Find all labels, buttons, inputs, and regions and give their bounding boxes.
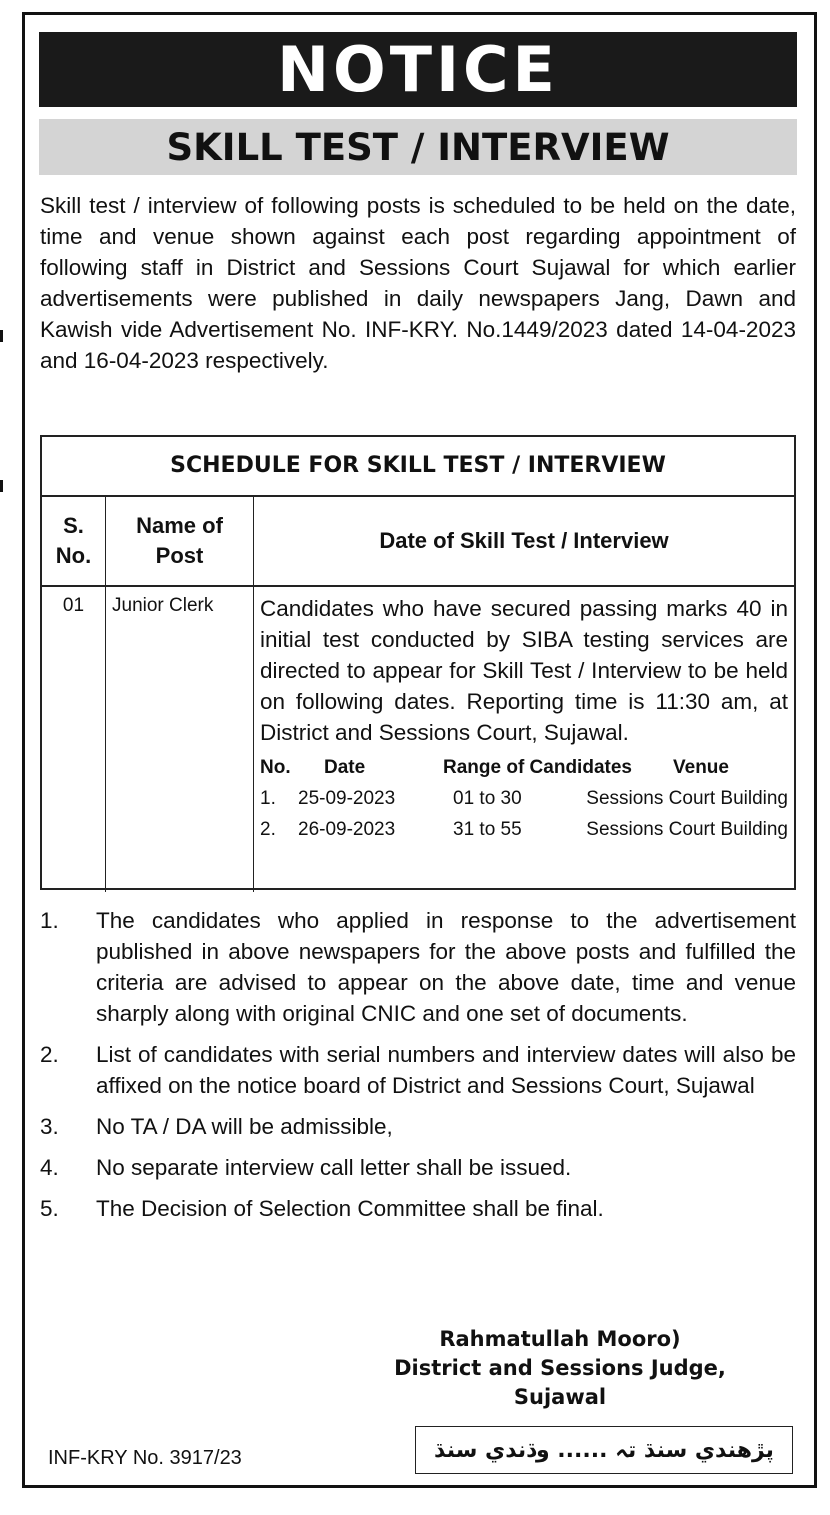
reference-number: INF-KRY No. 3917/23 [48, 1447, 242, 1469]
notice-title: NOTICE [39, 32, 797, 107]
notes-list [40, 905, 796, 1234]
list-item [40, 1193, 796, 1224]
list-item [40, 1152, 796, 1183]
signature-block [360, 1325, 760, 1412]
signatory-name: Rahmatullah Mooro) [439, 1327, 681, 1351]
list-item [40, 1111, 796, 1142]
sub-schedule [260, 752, 788, 845]
header-date [254, 497, 794, 585]
note-text: The Decision of Selection Committee shall be final. [96, 1196, 604, 1221]
sub-schedule-row [260, 814, 788, 845]
sub-header-date: Date [324, 757, 366, 778]
note-number: 4. [40, 1155, 59, 1180]
intro-paragraph: Skill test / interview of following posts is scheduled to be held on the date, time and venue shown against each post regarding appointment of following staff in District and Sessions Court Sujawal for which earlier advertisements were published in daily newspapers Jang, Dawn and Kawish vide Advertisement No. INF-KRY. No.1449/2023 dated 14-04-2023 and 16-04-2023 respectively. [40, 193, 796, 373]
sub-header-no: No. [260, 757, 291, 778]
header-sno [42, 497, 106, 585]
sub-schedule-header [260, 752, 788, 783]
note-number: 5. [40, 1196, 59, 1221]
slogan-text: پڙهندي سنڌ تہ ...... وڌندي سنڌ [434, 1437, 774, 1463]
schedule-table [40, 435, 796, 890]
table-row [42, 587, 794, 892]
row-post: Junior Clerk [106, 587, 254, 892]
sub-row-range: 01 to 30 [453, 788, 522, 809]
signatory-place: Sujawal [513, 1385, 607, 1409]
note-number: 2. [40, 1042, 59, 1067]
row-details [254, 587, 794, 892]
sub-row-range: 31 to 55 [453, 819, 522, 840]
sub-row-date: 26-09-2023 [298, 819, 396, 840]
schedule-header-row [42, 497, 794, 587]
list-item [40, 1039, 796, 1101]
note-text: The candidates who applied in response to the advertisement published in above newspapers for the above posts and fulfilled the criteria are advised to appear on the above date, time and venue sharply along with original CNIC and one set of documents. [96, 908, 796, 1026]
signatory-designation: District and Sessions Judge, [394, 1356, 726, 1380]
note-number: 1. [40, 908, 59, 933]
sub-header-venue: Venue [673, 757, 729, 778]
sub-row-date: 25-09-2023 [298, 788, 396, 809]
sub-header-range: Range of Candidates [443, 757, 632, 778]
note-text: No separate interview call letter shall be issued. [96, 1155, 572, 1180]
row-details-text: Candidates who have secured passing marks 40 in initial test conducted by SIBA testing services are directed to appear for Skill Test / Interview to be held on following dates. Reporting time is 11:30 am, at District and Sessions Court, Sujawal. [260, 596, 788, 745]
sub-row-no: 2. [260, 819, 276, 840]
header-post-label: Name of Post [136, 513, 223, 568]
slogan-stamp [415, 1426, 793, 1474]
row-sno: 01 [42, 587, 106, 892]
sub-row-venue: Sessions Court Building [586, 788, 788, 809]
sub-schedule-row [260, 783, 788, 814]
schedule-title: SCHEDULE FOR SKILL TEST / INTERVIEW [42, 437, 794, 497]
header-date-label: Date of Skill Test / Interview [379, 528, 669, 553]
margin-tick [0, 480, 3, 492]
margin-tick [0, 330, 3, 342]
note-text: List of candidates with serial numbers and interview dates will also be affixed on the notice board of District and Sessions Court, Sujawal [96, 1042, 796, 1098]
notice-subtitle: SKILL TEST / INTERVIEW [39, 119, 797, 175]
note-text: No TA / DA will be admissible, [96, 1114, 393, 1139]
list-item [40, 905, 796, 1029]
header-post [106, 497, 254, 585]
sub-row-no: 1. [260, 788, 276, 809]
note-number: 3. [40, 1114, 59, 1139]
sub-row-venue: Sessions Court Building [586, 819, 788, 840]
header-sno-label: S. No. [55, 513, 92, 568]
